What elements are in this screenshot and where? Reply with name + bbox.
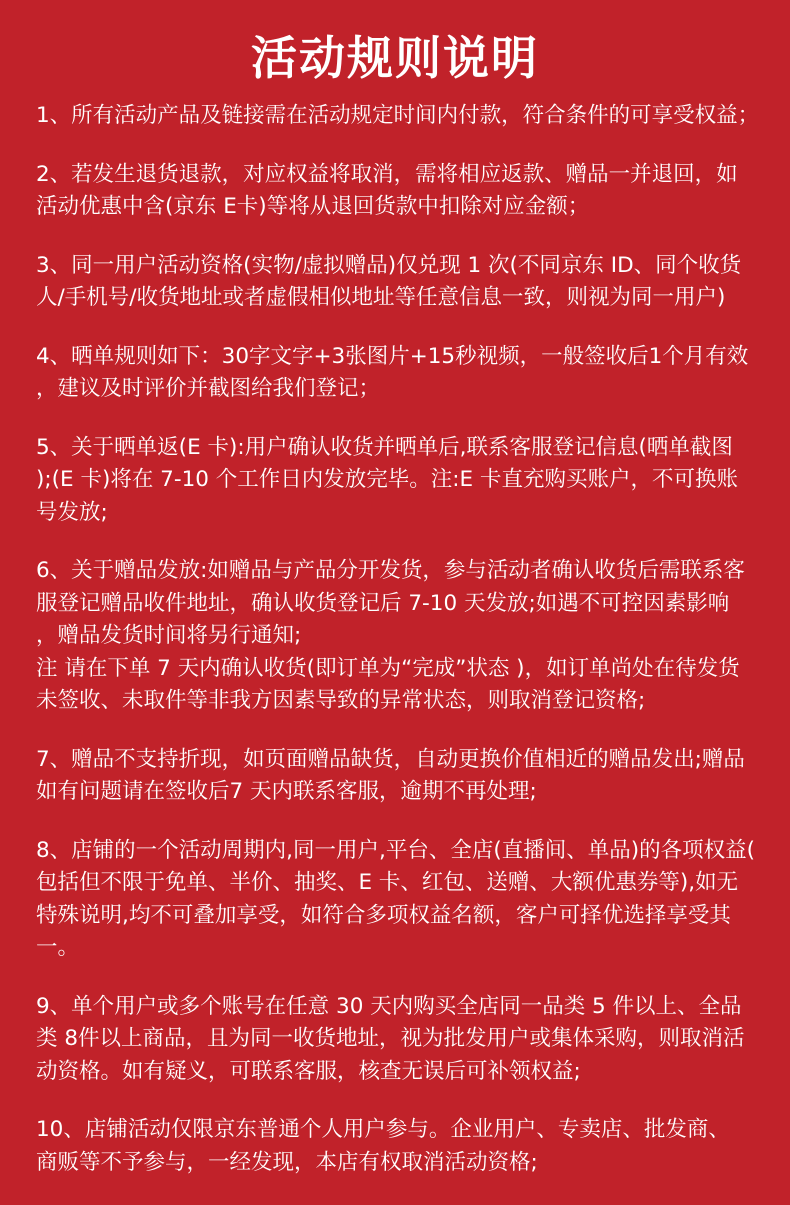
rule-line: 10、店铺活动仅限京东普通个人用户参与。企业用户、专卖店、批发商、 [36, 1117, 730, 1142]
rule-line: 人/手机号/收货地址或者虚假相似地址等任意信息一致，则视为同一用户) [36, 285, 726, 310]
rule-line: ，建议及时评价并截图给我们登记； [36, 376, 381, 401]
rule-line: 注 请在下单 7 天内确认收货(即订单为“完成”状态 )，如订单尚处在待发货 [36, 655, 740, 681]
rules-list [36, 100, 766, 1205]
rule-line: 3、同一用户活动资格(实物/虚拟赠品)仅兑现 1 次(不同京东 ID、同个收货 [36, 252, 742, 278]
rule-item-10 [36, 1114, 766, 1179]
rule-line: 5、关于晒单返(E 卡):用户确认收货并晒单后,联系客服登记信息(晒单截图 [36, 434, 733, 460]
rule-line: 2、若发生退货退款，对应权益将取消，需将相应返款、赠品一并退回，如 [36, 161, 738, 187]
rule-item-7 [36, 744, 766, 809]
page-title: 活动规则说明 [251, 31, 539, 85]
rule-line: 8、店铺的一个活动周期内,同一用户,平台、全店(直播间、单品)的各项权益( [36, 837, 756, 863]
rule-line: 商贩等不予参与，一经发现，本店有权取消活动资格; [36, 1149, 538, 1175]
rule-item-3 [36, 250, 766, 315]
rule-line: 未签收、未取件等非我方因素导致的异常状态，则取消登记资格; [36, 688, 646, 713]
rule-line: 一。 [36, 935, 80, 960]
rule-line: ，赠品发货时间将另行通知; [36, 623, 302, 648]
rule-item-6 [36, 555, 766, 718]
rule-item-5 [36, 432, 766, 530]
rule-line: 活动优惠中含(京东 E卡)等将从退回货款中扣除对应金额； [36, 194, 590, 219]
rule-line: 6、关于赠品发放:如赠品与产品分开发货，参与活动者确认收货后需联系客 [36, 558, 745, 583]
rule-line: 包括但不限于免单、半价、抽奖、E 卡、红包、送赠、大额优惠券等),如无 [36, 870, 739, 895]
rule-line: 4、晒单规则如下：30字文字+3张图片+15秒视频，一般签收后1个月有效 [36, 343, 749, 369]
rule-line: 服登记赠品收件地址，确认收货登记后 7-10 天发放;如遇不可控因素影响 [36, 590, 730, 616]
rule-line: 1、所有活动产品及链接需在活动规定时间内付款，符合条件的可享受权益； [36, 103, 760, 128]
rule-line: 类 8件以上商品，且为同一收货地址，视为批发用户或集体采购，则取消活 [36, 1026, 745, 1051]
rule-item-9 [36, 991, 766, 1089]
rule-line: 号发放; [36, 499, 108, 525]
rule-item-4 [36, 341, 766, 406]
rule-item-8 [36, 835, 766, 965]
rule-line: );(E 卡)将在 7-10 个工作日内发放完毕。注:E 卡直充购买账户，不可换账 [36, 467, 738, 492]
rule-item-2 [36, 159, 766, 224]
rule-line: 特殊说明,均不可叠加享受，如符合多项权益名额，客户可择优选择享受其 [36, 902, 731, 928]
rule-line: 7、赠品不支持折现，如页面赠品缺货，自动更换价值相近的赠品发出;赠品 [36, 746, 745, 772]
rule-line: 如有问题请在签收后7 天内联系客服，逾期不再处理; [36, 779, 537, 804]
rule-line: 9、单个用户或多个账号在任意 30 天内购买全店同一品类 5 件以上、全品 [36, 993, 742, 1019]
rule-line: 动资格。如有疑义，可联系客服，核查无误后可补领权益; [36, 1058, 581, 1084]
rule-item-1 [36, 100, 766, 133]
